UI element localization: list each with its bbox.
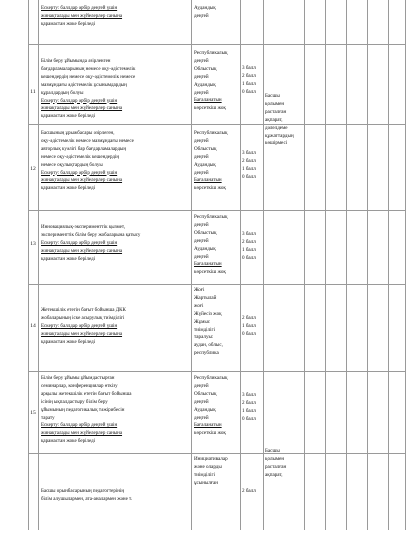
criterion-line: жинақталады мен жүйелерлер санына	[41, 178, 123, 184]
criterion-line: Білім беру ұйымы ұйымдастырған	[41, 376, 115, 381]
points-value: 1 балл	[242, 165, 256, 172]
level-line: Бағаланатын	[194, 261, 222, 268]
criterion-line: Ескерту: баллдар әрбір деңгей үшін	[41, 323, 118, 329]
confirmation-line: көшірмесі	[265, 140, 288, 147]
criterion-line: немесе оқулықтардың болуы	[41, 162, 103, 168]
level-line: тиімділігі	[194, 326, 216, 333]
level-line: Жоғі	[194, 287, 205, 293]
level-line: көрсеткіш жоқ	[194, 105, 226, 112]
level-line: деңгей	[194, 253, 209, 260]
level-line: Жұмыс	[194, 318, 211, 325]
criterion-line: Басшының ұрыжбасары әзірлеген,	[41, 131, 115, 136]
level-line: Республикалық	[194, 214, 228, 220]
level-line: Аудандық	[194, 406, 216, 413]
criterion-line: семинарлар, конференциялар өткізу	[41, 383, 118, 389]
level-line: Жүйесіз жоқ	[194, 310, 222, 317]
level-cell	[194, 456, 240, 488]
row-number: 15	[30, 410, 36, 416]
criterion-line: жинақталады мен жүйелерлер санына	[41, 431, 123, 437]
criterion-line: қарамастан жоке беріледі	[41, 256, 96, 262]
confirmation-line: қолымен	[265, 100, 285, 107]
points-value: 0 балл	[242, 173, 256, 180]
criterion-line: қарамастан жоке беріледі	[41, 21, 96, 27]
criterion-line: кешендердің немесе оқу-әдістемелік немесе	[41, 74, 136, 80]
points-value: 3 балл	[242, 150, 256, 156]
confirmation-line: Басшы	[265, 93, 280, 99]
confirmation-line: ақпарат,	[265, 471, 283, 478]
level-line: Облыстық	[194, 65, 217, 72]
points-value	[242, 472, 264, 480]
criterion-line: қарамастан жоке беріледі	[41, 186, 96, 192]
criterion-line: Ескерту: баллдар әрбір деңгей үшін	[41, 170, 118, 176]
level-line: Аудандық	[194, 5, 216, 11]
level-line: көрсеткіш жоқ	[194, 185, 226, 192]
level-line: Бағаланатын	[194, 97, 222, 104]
level-line: Облыстық	[194, 229, 217, 236]
points-value: 0 балл	[242, 88, 256, 95]
level-line: Республикалық	[194, 50, 228, 56]
points-value: 0 балл	[242, 415, 256, 422]
level-line: жоғі	[194, 302, 204, 309]
criterion-cell	[41, 58, 188, 121]
level-cell	[194, 287, 240, 358]
criterion-cell	[41, 130, 188, 193]
criterion-line: қарамастан жоке беріледі	[41, 114, 96, 120]
criterion-line: қарамастан жоке беріледі	[41, 339, 96, 345]
level-line: Облыстық	[194, 145, 217, 152]
level-line: деңгей	[194, 414, 209, 421]
level-line: деңгей	[194, 169, 209, 176]
points-cell	[242, 150, 264, 182]
confirmation-line: дәлелдеме	[265, 124, 288, 131]
criterion-cell	[41, 307, 188, 347]
level-line: Жартылай	[194, 294, 217, 301]
criterion-cell	[41, 456, 188, 503]
level-line: көрсеткіш жоқ	[194, 430, 226, 437]
level-line: деңгей	[194, 12, 209, 19]
criterion-line: эксперименттік білім беру жобаларына қатысу	[41, 232, 141, 238]
points-cell	[242, 392, 264, 424]
criterion-line: бағдарламаларының немесе оқу-әдістемелік	[41, 66, 136, 72]
points-value: 1 балл	[242, 322, 256, 329]
criterion-line: тарату	[41, 415, 55, 421]
criterion-line: қарамастан жоке беріледі	[41, 439, 96, 445]
row-number: 12	[30, 166, 36, 172]
criterion-line: жобаларының іске асырулық тиімділігі	[41, 315, 125, 321]
criterion-line: жинақталады мен жүйелерлер санына	[41, 248, 123, 254]
level-line: Аудандық	[194, 245, 216, 252]
level-line: республика	[194, 350, 219, 357]
level-line: таралуы:	[194, 334, 214, 341]
row-number: 11	[30, 89, 36, 95]
criterion-line: ұйымының педагогикалық тәжірибесін	[41, 407, 125, 413]
level-line: деңгей	[194, 237, 209, 244]
criterion-line: арқылы жетекшілік ететін бағыт бойынша	[41, 391, 132, 397]
points-value	[242, 464, 264, 472]
criterion-line: Ескерту: баллдар әрбір деңгей үшін	[41, 98, 118, 104]
row-number: 14	[30, 323, 36, 329]
criterion-line: жинақталады мен жүйелерлер санына	[41, 331, 123, 337]
criterion-line: Ескерту: баллдар әрбір деңгей үшін	[41, 240, 118, 246]
points-value: 2 балл	[242, 72, 256, 79]
points-value: 3 балл	[242, 65, 256, 71]
level-line: Аудандық	[194, 81, 216, 88]
criterion-line: құралдардың болуы	[41, 90, 84, 96]
criterion-cell	[41, 375, 188, 446]
level-line: және оларды	[194, 463, 222, 470]
confirmation-line: Басшы	[265, 448, 280, 454]
points-value: 0 балл	[242, 330, 256, 337]
level-line: аудан, облыс,	[194, 342, 223, 349]
level-line: Бағаланатын	[194, 422, 222, 429]
points-value: 2 балл	[242, 157, 256, 164]
criterion-line: авторлық куәлігі бар бағдарламалардың	[41, 146, 127, 152]
level-cell	[194, 130, 240, 193]
row-number: 13	[30, 241, 36, 247]
criterion-line: мазмұндағы әдістемелік ұсынымдардың	[41, 82, 127, 88]
level-cell	[194, 5, 240, 21]
points-value: 2 балл	[242, 399, 256, 406]
criterion-line: немесе оқу-әдістемелік кешендердің	[41, 154, 120, 160]
level-line: деңгей	[194, 153, 209, 160]
criterion-cell	[41, 224, 188, 264]
points-value: 1 балл	[242, 246, 256, 253]
level-line: Инициативалар	[194, 456, 228, 462]
criterion-cell	[41, 5, 188, 29]
criterion-line: ісінің ықпалдастыру білім беру	[41, 399, 108, 405]
confirmation-line: расталған	[265, 463, 287, 470]
level-line: деңгей	[194, 89, 209, 96]
table-row	[28, 211, 406, 285]
level-line: деңгей	[194, 221, 209, 228]
table-row	[28, 372, 406, 454]
level-cell	[194, 50, 240, 113]
table-row	[28, 448, 406, 534]
level-line: Облыстық	[194, 390, 217, 397]
confirmation-line: расталған	[265, 108, 287, 115]
criterion-line: оқу-әдістемелік немесе мазмұндағы немесе	[41, 138, 134, 144]
criterion-line: Жетекшілік етегін бағыт бойынша ДКК	[41, 308, 126, 313]
points-value: 0 балл	[242, 254, 256, 261]
points-value: 3 балл	[242, 392, 256, 398]
criterion-line: жинақталады мен жүйелерлер санына	[41, 13, 123, 19]
points-value	[242, 480, 264, 488]
criterion-line: Инновациялық-эксперименттік қызмет,	[41, 225, 125, 230]
criterion-line	[41, 456, 188, 464]
criterion-line: Ескерту: баллдар әрбір деңгей үшін	[41, 423, 118, 429]
level-line: көрсеткіш жоқ	[194, 269, 226, 276]
points-cell	[242, 65, 264, 97]
level-line: деңгей	[194, 73, 209, 80]
level-line: деңгей	[194, 398, 209, 405]
table-row	[28, 125, 406, 211]
table-row	[28, 0, 406, 45]
criterion-line: Білім беру ұйымында әзірленген	[41, 59, 111, 64]
criterion-line	[41, 472, 188, 480]
level-line: Бағаланатын	[194, 177, 222, 184]
points-cell	[242, 231, 264, 263]
points-value: 2 балл	[242, 238, 256, 245]
criterion-line: білім алушылармен, ата-аналармен және т.	[41, 496, 133, 502]
criterion-line: Басшы орынбасарының педагогтерінің	[41, 488, 124, 494]
confirmation-line: қолымен	[265, 455, 285, 462]
level-line: ұсынылған	[194, 479, 218, 486]
level-line: Аудандық	[194, 161, 216, 168]
points-cell	[242, 456, 264, 496]
criterion-line	[41, 464, 188, 472]
criterion-line: жинақталады мен жүйелерлер санына	[41, 106, 123, 112]
confirmation-line: ақпарат,	[265, 116, 283, 123]
points-value: 3 балл	[242, 231, 256, 237]
level-line: деңгей	[194, 57, 209, 64]
points-value	[242, 456, 264, 464]
confirmation-line: құжаттардың	[265, 132, 294, 139]
level-cell	[194, 214, 240, 277]
level-line: Республикалық	[194, 130, 228, 136]
level-cell	[194, 375, 240, 438]
table-row	[28, 285, 406, 372]
points-value: 1 балл	[242, 407, 256, 414]
criterion-line	[41, 480, 188, 488]
level-line: деңгей	[194, 382, 209, 389]
points-value: 2 балл	[242, 315, 256, 321]
points-value: 1 балл	[242, 80, 256, 87]
level-line: тиімділігі	[194, 471, 216, 478]
points-cell	[242, 315, 264, 339]
level-line: деңгей	[194, 137, 209, 144]
criterion-line: Ескерту: баллдар әрбір деңгей үшін	[41, 6, 118, 11]
confirmation-cell	[265, 448, 305, 480]
level-line: Республикалық	[194, 375, 228, 381]
points-value: 2 балл	[242, 487, 256, 494]
